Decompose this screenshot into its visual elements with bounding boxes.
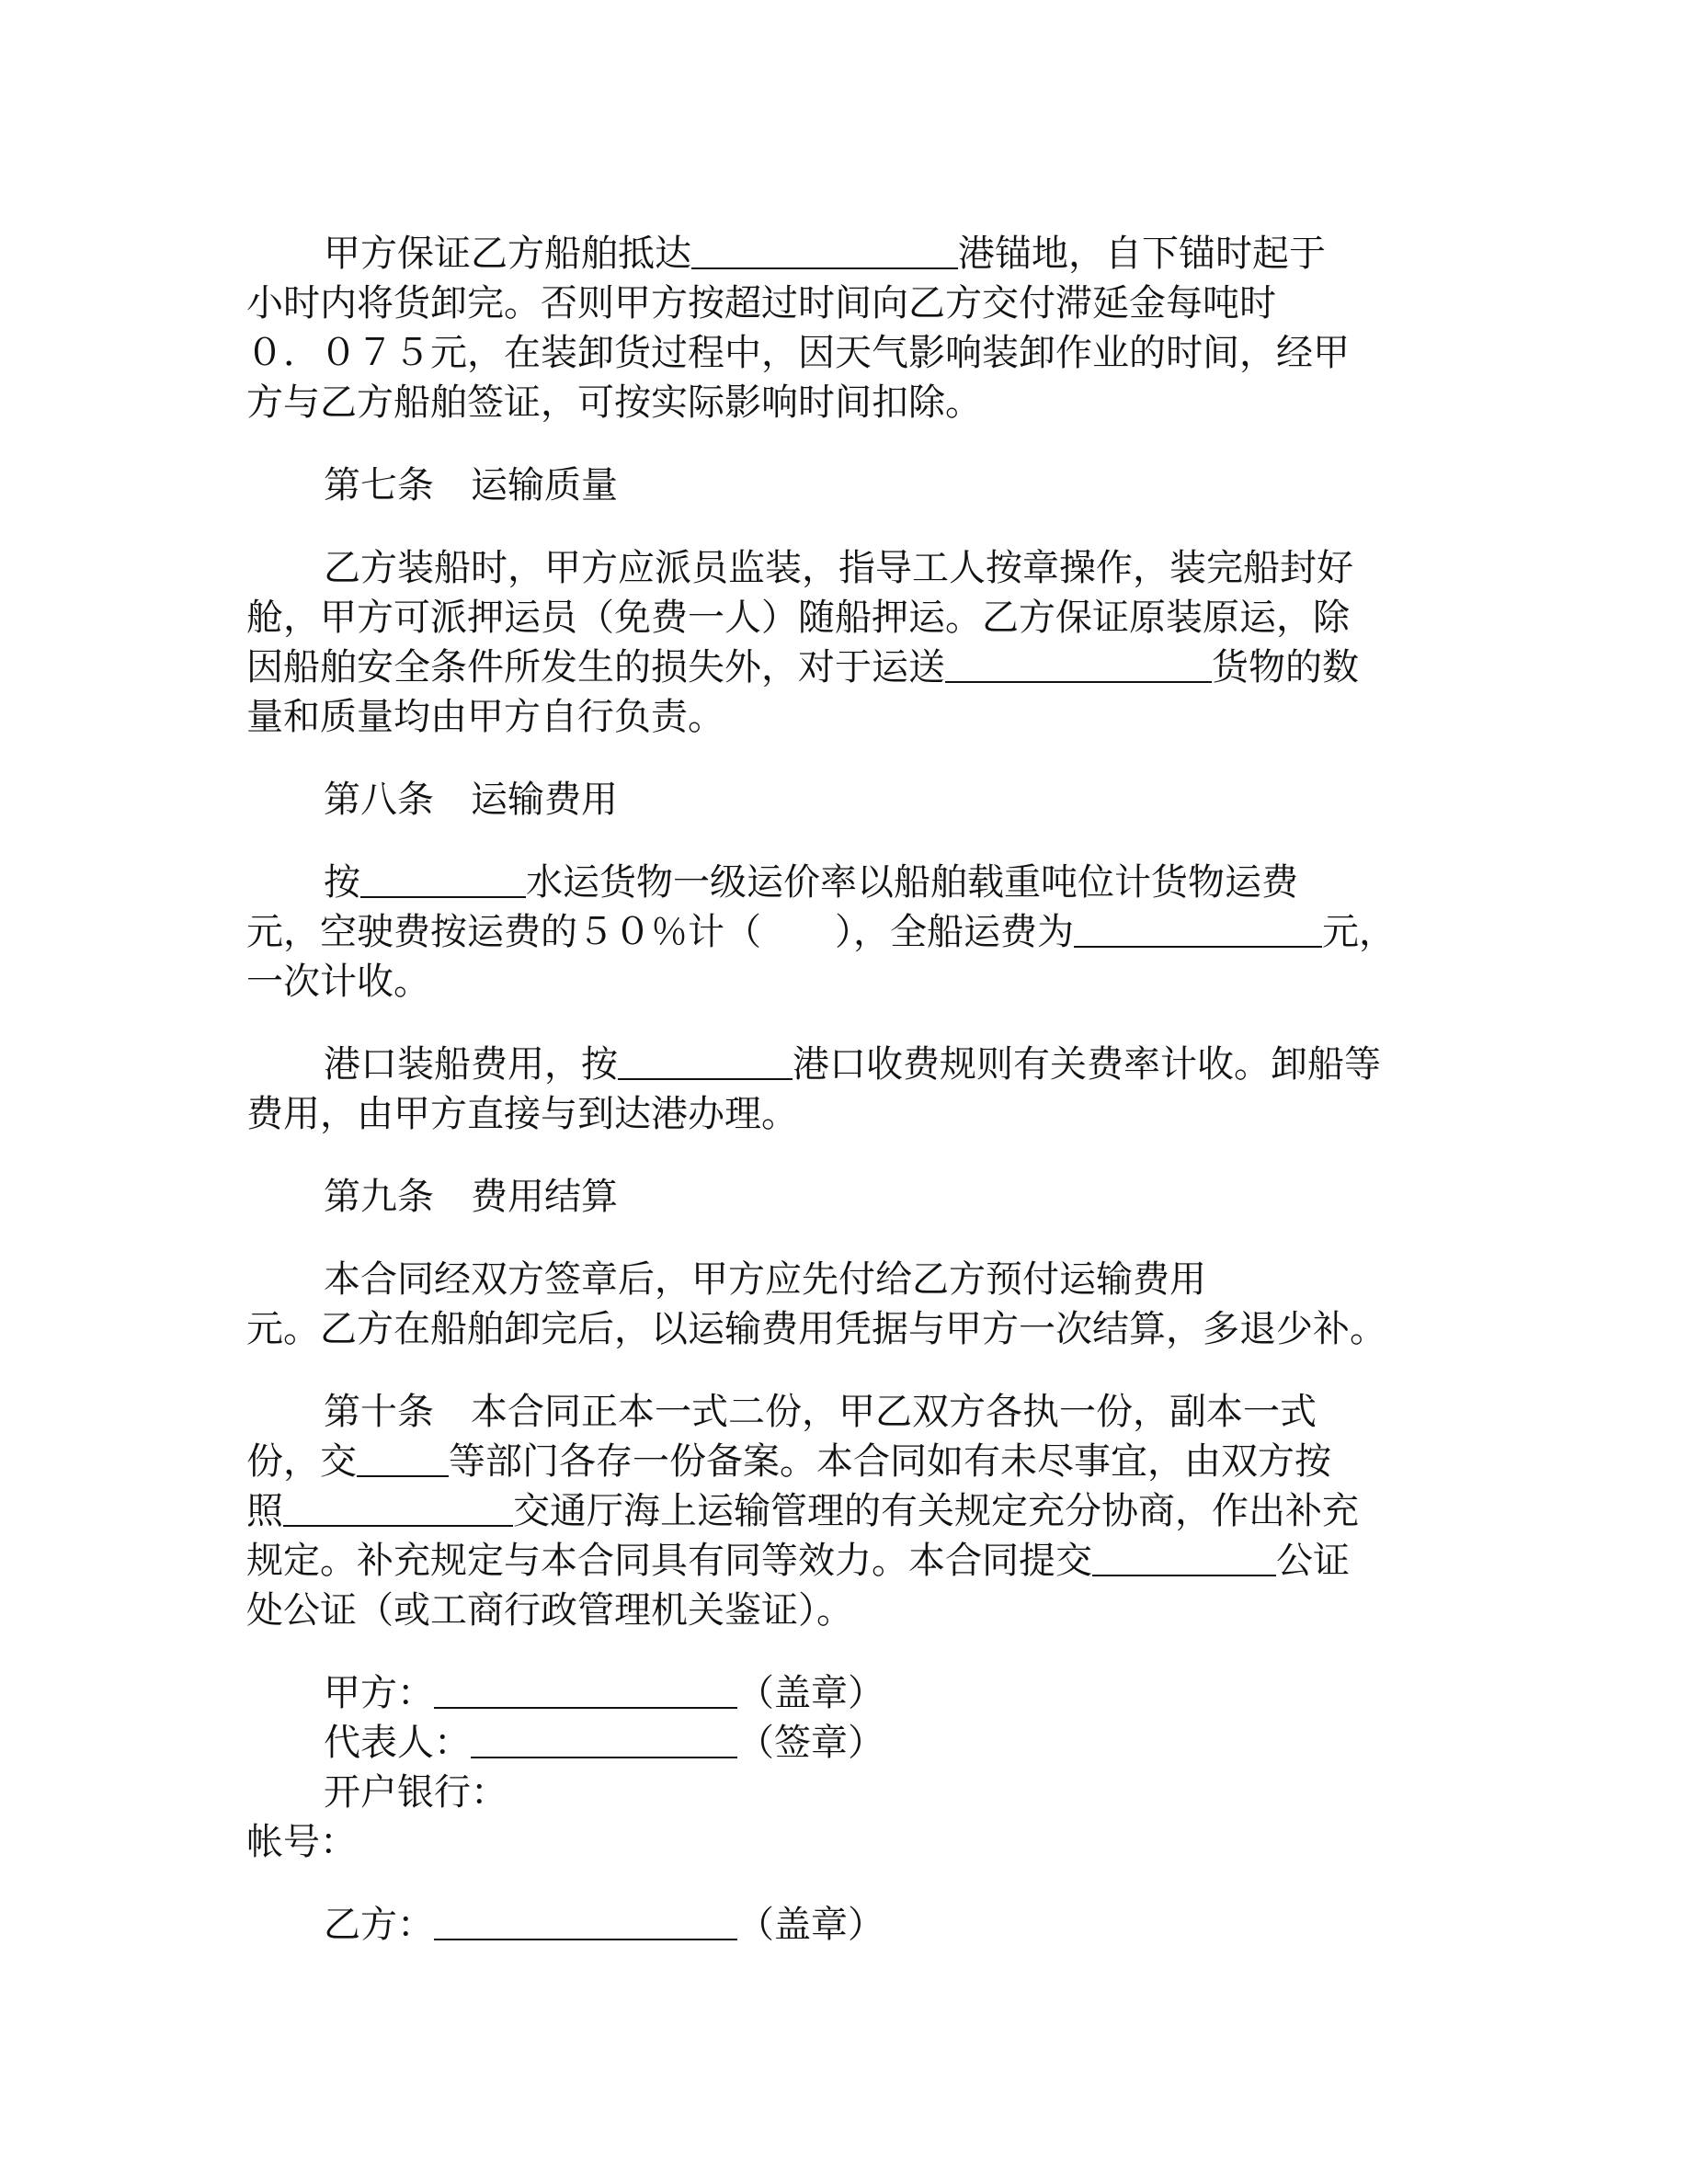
article7-line-1: 乙方装船时，甲方应派员监装，指导工人按章操作，装完船封好 xyxy=(324,547,1353,589)
text: 公证 xyxy=(1276,1540,1350,1582)
article9-line-2: 元。乙方在船舶卸完后，以运输费用凭据与甲方一次结算，多退少补。 xyxy=(246,1308,1386,1350)
representative-line xyxy=(324,1717,884,1769)
blank-total-freight xyxy=(1074,907,1322,948)
article10-line-1: 第十条 本合同正本一式二份，甲乙双方各执一份，副本一式 xyxy=(324,1391,1317,1433)
text: 照 xyxy=(246,1490,283,1532)
bank-label: 开户银行： xyxy=(324,1771,508,1814)
text: 水运货物一级运价率以船舶载重吨位计货物运费 xyxy=(526,861,1298,904)
article7-heading: 第七条 运输质量 xyxy=(324,464,618,506)
article7-line-3 xyxy=(246,642,1359,693)
party-a-line xyxy=(324,1667,884,1719)
blank-rate xyxy=(360,858,526,898)
article9-heading: 第九条 费用结算 xyxy=(324,1176,618,1218)
article7-line-2: 舱，甲方可派押运员（免费一人）随船押运。乙方保证原装原运，除 xyxy=(246,597,1350,639)
account-label: 帐号： xyxy=(246,1821,357,1863)
text: 甲方保证乙方船舶抵达 xyxy=(324,233,691,275)
text: 等部门各存一份备案。本合同如有未尽事宜，由双方按 xyxy=(449,1440,1331,1483)
text: 规定。补充规定与本合同具有同等效力。本合同提交 xyxy=(246,1540,1092,1582)
article9-line-1: 本合同经双方签章后，甲方应先付给乙方预付运输费用 xyxy=(324,1258,1206,1301)
text: 份，交 xyxy=(246,1440,357,1483)
text: 因船舶安全条件所发生的损失外，对于运送 xyxy=(246,646,945,688)
article8-p1-line-2 xyxy=(246,906,1396,958)
blank-port-rules xyxy=(618,1040,793,1080)
party-a-field xyxy=(434,1668,737,1709)
blank-province xyxy=(283,1486,513,1527)
text: 货物的数 xyxy=(1212,646,1359,688)
blank-departments xyxy=(357,1437,449,1477)
article10-line-2 xyxy=(246,1436,1331,1487)
text: 港锚地，自下锚时起于 xyxy=(958,233,1326,275)
blank-notary xyxy=(1092,1536,1276,1576)
text: 元， xyxy=(1322,911,1396,953)
article10-line-4 xyxy=(246,1535,1350,1587)
article8-p2-line-1 xyxy=(324,1039,1381,1090)
article8-p1-line-1 xyxy=(324,857,1298,908)
text: 港口收费规则有关费率计收。卸船等 xyxy=(793,1043,1381,1086)
party-b-field xyxy=(434,1900,737,1940)
article8-heading: 第八条 运输费用 xyxy=(324,779,618,821)
article10-line-3 xyxy=(246,1485,1359,1537)
text: 交通厅海上运输管理的有关规定充分协商，作出补充 xyxy=(513,1490,1359,1532)
text: 港口装船费用，按 xyxy=(324,1043,618,1086)
representative-field xyxy=(471,1718,737,1758)
blank-cargo xyxy=(945,643,1212,683)
clause6-line-1 xyxy=(324,228,1326,279)
article7-line-4: 量和质量均由甲方自行负责。 xyxy=(246,696,724,738)
blank-port xyxy=(691,229,958,269)
party-b-label: 乙方： xyxy=(324,1904,434,1946)
clause6-line-2: 小时内将货卸完。否则甲方按超过时间向乙方交付滞延金每吨时 xyxy=(246,282,1276,324)
representative-label: 代表人： xyxy=(324,1722,471,1764)
article10-line-5: 处公证（或工商行政管理机关鉴证）。 xyxy=(246,1589,853,1632)
article8-p1-line-3: 一次计收。 xyxy=(246,961,430,1003)
party-b-line xyxy=(324,1899,884,1951)
seal-note: （盖章） xyxy=(737,1904,884,1946)
clause6-line-3: ０．０７５元，在装卸货过程中，因天气影响装卸作业的时间，经甲 xyxy=(246,332,1350,374)
article8-p2-line-2: 费用，由甲方直接与到达港办理。 xyxy=(246,1093,798,1135)
clause6-line-4: 方与乙方船舶签证，可按实际影响时间扣除。 xyxy=(246,381,982,424)
party-a-label: 甲方： xyxy=(324,1672,434,1714)
seal-note: （盖章） xyxy=(737,1672,884,1714)
text: 按 xyxy=(324,861,360,904)
signature-note: （签章） xyxy=(737,1722,884,1764)
text: 元，空驶费按运费的５０％计（ ），全船运费为 xyxy=(246,911,1074,953)
